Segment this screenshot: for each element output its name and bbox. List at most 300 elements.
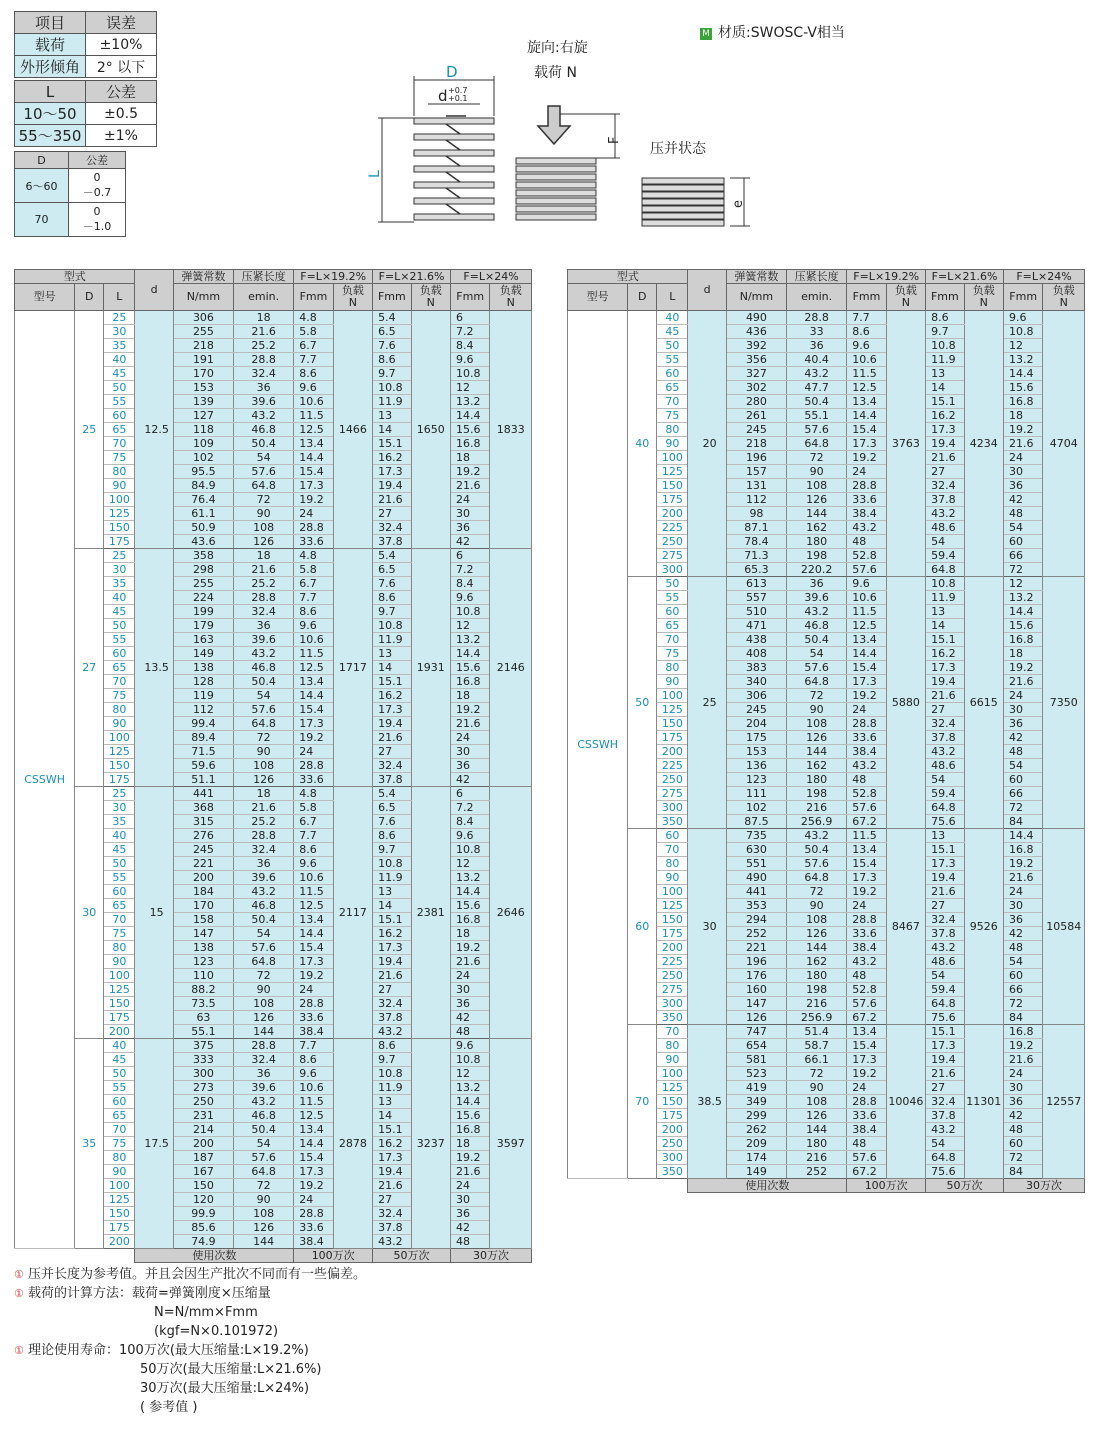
- cell-rate: 98: [726, 507, 786, 521]
- cell-solid: 162: [787, 759, 847, 773]
- cell-fmm-3: 84: [1003, 1011, 1042, 1025]
- cell-fmm-3: 21.6: [450, 479, 489, 493]
- cell-fmm-2: 17.3: [926, 661, 964, 675]
- note-3-ref: ( 参考值 ): [140, 1400, 198, 1415]
- cell-load-3: 1833: [490, 311, 532, 549]
- cell-load-2: 1650: [411, 311, 450, 549]
- cell-fmm-2: 43.2: [926, 745, 964, 759]
- cell-fmm-3: 16.8: [1003, 843, 1042, 857]
- cell-solid: 43.2: [787, 605, 847, 619]
- cell-solid: 162: [787, 955, 847, 969]
- cell-rate: 89.4: [173, 731, 233, 745]
- tol-item: 55～350: [15, 125, 86, 147]
- cell-fmm-1: 8.6: [847, 325, 886, 339]
- cell-fmm-1: 33.6: [847, 731, 886, 745]
- cell-fmm-3: 30: [1003, 465, 1042, 479]
- cell-rate: 136: [726, 759, 786, 773]
- cell-solid: 47.7: [787, 381, 847, 395]
- th-fmm: Fmm: [847, 284, 886, 311]
- cell-fmm-2: 21.6: [373, 1179, 411, 1193]
- cell-fmm-3: 12: [450, 381, 489, 395]
- cell-L: 175: [657, 731, 688, 745]
- cell-solid: 18: [234, 311, 294, 325]
- cell-fmm-2: 37.8: [373, 773, 411, 787]
- cell-fmm-1: 10.6: [294, 871, 333, 885]
- cell-solid: 90: [787, 703, 847, 717]
- cell-rate: 174: [726, 1151, 786, 1165]
- cell-fmm-1: 33.6: [294, 1221, 333, 1235]
- cell-D: 70: [628, 1025, 657, 1179]
- cell-fmm-1: 15.4: [294, 1151, 333, 1165]
- cell-L: 65: [104, 423, 135, 437]
- cell-rate: 245: [173, 843, 233, 857]
- cell-fmm-2: 6.5: [373, 325, 411, 339]
- cell-rate: 383: [726, 661, 786, 675]
- cell-solid: 28.8: [234, 829, 294, 843]
- cell-L: 90: [657, 871, 688, 885]
- cell-fmm-3: 60: [1003, 535, 1042, 549]
- cell-fmm-2: 11.9: [373, 395, 411, 409]
- cell-rate: 245: [726, 703, 786, 717]
- cell-solid: 40.4: [787, 353, 847, 367]
- cell-L: 70: [104, 913, 135, 927]
- cell-fmm-2: 54: [926, 773, 964, 787]
- cell-fmm-2: 11.9: [926, 591, 964, 605]
- cell-fmm-1: 12.5: [294, 1109, 333, 1123]
- cell-fmm-1: 9.6: [294, 619, 333, 633]
- cell-fmm-1: 24: [847, 703, 886, 717]
- cell-fmm-2: 14: [373, 661, 411, 675]
- cell-L: 200: [657, 1123, 688, 1137]
- cell-fmm-3: 14.4: [450, 647, 489, 661]
- cell-fmm-3: 24: [450, 1179, 489, 1193]
- cell-rate: 315: [173, 815, 233, 829]
- cell-fmm-2: 21.6: [926, 451, 964, 465]
- cell-fmm-1: 19.2: [847, 689, 886, 703]
- cell-L: 90: [657, 675, 688, 689]
- cell-fmm-3: 42: [1003, 1109, 1042, 1123]
- cell-solid: 144: [787, 507, 847, 521]
- cell-solid: 144: [787, 1123, 847, 1137]
- cell-L: 50: [104, 381, 135, 395]
- cell-L: 100: [657, 451, 688, 465]
- cell-L: 75: [104, 689, 135, 703]
- cell-rate: 340: [726, 675, 786, 689]
- cell-fmm-3: 66: [1003, 549, 1042, 563]
- cell-fmm-2: 17.3: [373, 703, 411, 717]
- cell-wire-d: 20: [688, 311, 726, 577]
- cell-fmm-1: 19.2: [294, 493, 333, 507]
- cell-rate: 299: [726, 1109, 786, 1123]
- cell-fmm-2: 43.2: [926, 1123, 964, 1137]
- cell-solid: 108: [234, 521, 294, 535]
- cell-L: 175: [104, 1221, 135, 1235]
- cell-rate: 490: [726, 871, 786, 885]
- cell-L: 125: [657, 899, 688, 913]
- cell-fmm-2: 16.2: [373, 927, 411, 941]
- cell-rate: 368: [173, 801, 233, 815]
- cell-fmm-3: 14.4: [450, 1095, 489, 1109]
- cell-solid: 57.6: [234, 703, 294, 717]
- cell-fmm-3: 12: [450, 857, 489, 871]
- th-f2: F=L×21.6%: [373, 270, 451, 284]
- cell-fmm-3: 21.6: [1003, 437, 1042, 451]
- cell-solid: 43.2: [787, 367, 847, 381]
- cell-L: 30: [104, 801, 135, 815]
- cell-rate: 87.5: [726, 815, 786, 829]
- cell-rate: 408: [726, 647, 786, 661]
- cell-fmm-3: 8.4: [450, 577, 489, 591]
- cell-fmm-1: 14.4: [847, 409, 886, 423]
- cell-solid: 162: [787, 521, 847, 535]
- cell-L: 55: [657, 591, 688, 605]
- cell-L: 300: [657, 1151, 688, 1165]
- footer-30: 30万次: [450, 1249, 531, 1263]
- cell-fmm-3: 21.6: [1003, 675, 1042, 689]
- cell-wire-d: 17.5: [135, 1039, 173, 1249]
- cell-fmm-3: 24: [1003, 1067, 1042, 1081]
- cell-solid: 33: [787, 325, 847, 339]
- cell-fmm-3: 24: [1003, 885, 1042, 899]
- cell-rate: 551: [726, 857, 786, 871]
- cell-rate: 196: [726, 955, 786, 969]
- cell-fmm-1: 10.6: [847, 591, 886, 605]
- cell-fmm-3: 16.8: [1003, 633, 1042, 647]
- cell-fmm-1: 52.8: [847, 787, 886, 801]
- cell-fmm-3: 36: [450, 997, 489, 1011]
- cell-fmm-1: 67.2: [847, 1011, 886, 1025]
- cell-solid: 66.1: [787, 1053, 847, 1067]
- cell-fmm-2: 27: [926, 1081, 964, 1095]
- cell-fmm-1: 28.8: [294, 997, 333, 1011]
- cell-fmm-2: 7.6: [373, 815, 411, 829]
- cell-solid: 50.4: [234, 1123, 294, 1137]
- cell-solid: 90: [234, 983, 294, 997]
- cell-rate: 261: [726, 409, 786, 423]
- cell-fmm-1: 13.4: [847, 843, 886, 857]
- cell-rate: 510: [726, 605, 786, 619]
- cell-fmm-1: 57.6: [847, 1151, 886, 1165]
- cell-solid: 72: [787, 1067, 847, 1081]
- cell-solid: 126: [787, 1109, 847, 1123]
- cell-fmm-2: 13: [926, 829, 964, 843]
- cell-fmm-1: 15.4: [294, 703, 333, 717]
- cell-fmm-1: 24: [847, 1081, 886, 1095]
- cell-solid: 216: [787, 1151, 847, 1165]
- cell-fmm-1: 52.8: [847, 983, 886, 997]
- cell-L: 90: [104, 717, 135, 731]
- cell-fmm-3: 21.6: [1003, 1053, 1042, 1067]
- cell-fmm-2: 9.7: [373, 367, 411, 381]
- cell-fmm-2: 43.2: [373, 1025, 411, 1039]
- cell-fmm-3: 15.6: [450, 1109, 489, 1123]
- cell-rate: 153: [726, 745, 786, 759]
- cell-L: 80: [657, 1039, 688, 1053]
- cell-L: 60: [657, 367, 688, 381]
- cell-fmm-3: 16.8: [1003, 395, 1042, 409]
- cell-fmm-1: 28.8: [847, 913, 886, 927]
- cell-solid: 21.6: [234, 563, 294, 577]
- cell-rate: 200: [173, 1137, 233, 1151]
- cell-solid: 72: [787, 689, 847, 703]
- cell-solid: 54: [787, 647, 847, 661]
- cell-solid: 64.8: [234, 955, 294, 969]
- cell-L: 125: [657, 703, 688, 717]
- cell-fmm-1: 38.4: [294, 1235, 333, 1249]
- tol-header: 公差: [69, 152, 126, 169]
- model-name: CSSWH: [15, 311, 75, 1249]
- cell-fmm-3: 21.6: [1003, 871, 1042, 885]
- cell-fmm-1: 17.3: [294, 479, 333, 493]
- cell-fmm-1: 11.5: [294, 647, 333, 661]
- cell-solid: 21.6: [234, 801, 294, 815]
- cell-load-3: 7350: [1043, 577, 1085, 829]
- cell-fmm-2: 32.4: [373, 521, 411, 535]
- cell-load-2: 4234: [964, 311, 1003, 577]
- cell-rate: 204: [726, 717, 786, 731]
- th-f2: F=L×21.6%: [926, 270, 1004, 284]
- cell-solid: 36: [234, 381, 294, 395]
- cell-fmm-2: 37.8: [926, 927, 964, 941]
- cell-solid: 39.6: [234, 871, 294, 885]
- cell-L: 250: [657, 1137, 688, 1151]
- cell-solid: 126: [234, 1221, 294, 1235]
- cell-L: 225: [657, 521, 688, 535]
- cell-L: 200: [657, 745, 688, 759]
- cell-fmm-3: 10.8: [450, 1053, 489, 1067]
- cell-fmm-3: 16.8: [450, 913, 489, 927]
- cell-solid: 216: [787, 801, 847, 815]
- cell-solid: 64.8: [234, 717, 294, 731]
- cell-rate: 111: [726, 787, 786, 801]
- cell-rate: 55.1: [173, 1025, 233, 1039]
- th-fmm: Fmm: [1003, 284, 1042, 311]
- cell-L: 100: [657, 1067, 688, 1081]
- cell-fmm-1: 48: [847, 773, 886, 787]
- cell-rate: 147: [173, 927, 233, 941]
- cell-fmm-3: 42: [450, 1011, 489, 1025]
- cell-rate: 221: [173, 857, 233, 871]
- cell-solid: 108: [234, 1207, 294, 1221]
- cell-solid: 126: [787, 927, 847, 941]
- cell-rate: 441: [173, 787, 233, 801]
- cell-solid: 28.8: [234, 353, 294, 367]
- cell-fmm-1: 48: [847, 969, 886, 983]
- spec-row: [568, 577, 1085, 591]
- cell-fmm-3: 30: [450, 745, 489, 759]
- cell-fmm-2: 17.3: [373, 465, 411, 479]
- th-solid-unit: emin.: [787, 284, 847, 311]
- cell-solid: 28.8: [787, 311, 847, 325]
- cell-L: 100: [657, 689, 688, 703]
- cell-fmm-1: 28.8: [294, 521, 333, 535]
- cell-fmm-1: 13.4: [847, 395, 886, 409]
- cell-rate: 123: [726, 773, 786, 787]
- cell-fmm-1: 6.7: [294, 815, 333, 829]
- cell-solid: 144: [234, 1025, 294, 1039]
- cell-solid: 18: [234, 787, 294, 801]
- cell-fmm-2: 19.4: [373, 955, 411, 969]
- cell-solid: 64.8: [787, 871, 847, 885]
- cell-fmm-2: 54: [926, 969, 964, 983]
- cell-fmm-1: 38.4: [847, 507, 886, 521]
- cell-fmm-3: 66: [1003, 787, 1042, 801]
- cell-rate: 71.3: [726, 549, 786, 563]
- cell-fmm-1: 14.4: [294, 451, 333, 465]
- cell-L: 125: [104, 745, 135, 759]
- cell-fmm-2: 27: [373, 983, 411, 997]
- spec-row: [15, 311, 532, 325]
- cell-fmm-1: 9.6: [294, 381, 333, 395]
- cell-L: 45: [657, 325, 688, 339]
- cell-fmm-2: 15.1: [926, 1025, 964, 1039]
- cell-fmm-2: 10.8: [373, 619, 411, 633]
- cell-solid: 256.9: [787, 815, 847, 829]
- cell-L: 150: [657, 1095, 688, 1109]
- cell-fmm-1: 13.4: [294, 675, 333, 689]
- tol-value: ±1%: [86, 125, 157, 147]
- cell-fmm-2: 15.1: [926, 843, 964, 857]
- cell-fmm-2: 16.2: [373, 451, 411, 465]
- cell-L: 90: [104, 1165, 135, 1179]
- cell-L: 70: [104, 675, 135, 689]
- cell-rate: 123: [173, 955, 233, 969]
- cell-rate: 523: [726, 1067, 786, 1081]
- cell-fmm-3: 30: [1003, 1081, 1042, 1095]
- cell-solid: 36: [234, 1067, 294, 1081]
- cell-L: 60: [104, 647, 135, 661]
- cell-L: 80: [657, 661, 688, 675]
- cell-L: 175: [657, 1109, 688, 1123]
- cell-D: 30: [75, 787, 104, 1039]
- cell-L: 350: [657, 1011, 688, 1025]
- cell-fmm-2: 54: [926, 535, 964, 549]
- cell-solid: 57.6: [234, 465, 294, 479]
- cell-fmm-3: 30: [1003, 899, 1042, 913]
- cell-solid: 39.6: [787, 591, 847, 605]
- cell-fmm-3: 54: [1003, 759, 1042, 773]
- cell-fmm-2: 37.8: [926, 493, 964, 507]
- cell-fmm-1: 33.6: [847, 493, 886, 507]
- cell-fmm-2: 37.8: [926, 731, 964, 745]
- cell-solid: 25.2: [234, 339, 294, 353]
- cell-L: 150: [104, 1207, 135, 1221]
- cell-rate: 139: [173, 395, 233, 409]
- cell-L: 350: [657, 1165, 688, 1179]
- cell-fmm-1: 33.6: [294, 1011, 333, 1025]
- th-load: 负载 N: [964, 284, 1003, 311]
- cell-L: 250: [657, 535, 688, 549]
- cell-solid: 39.6: [234, 1081, 294, 1095]
- cell-rate: 160: [726, 983, 786, 997]
- cell-rate: 102: [173, 451, 233, 465]
- cell-fmm-2: 13: [926, 367, 964, 381]
- th-load: 负载 N: [886, 284, 925, 311]
- cell-fmm-3: 12: [450, 1067, 489, 1081]
- cell-fmm-1: 5.8: [294, 801, 333, 815]
- cell-fmm-1: 43.2: [847, 955, 886, 969]
- cell-L: 150: [657, 913, 688, 927]
- cell-fmm-1: 15.4: [294, 941, 333, 955]
- cell-fmm-3: 48: [450, 1025, 489, 1039]
- cell-fmm-2: 9.7: [926, 325, 964, 339]
- th-type: 型式: [15, 270, 135, 284]
- cell-solid: 43.2: [234, 647, 294, 661]
- cell-fmm-2: 64.8: [926, 801, 964, 815]
- cell-fmm-2: 16.2: [373, 1137, 411, 1151]
- cell-L: 125: [657, 465, 688, 479]
- cell-solid: 32.4: [234, 367, 294, 381]
- cell-fmm-3: 36: [450, 1207, 489, 1221]
- drawing-label-d-tol-lower: +0.1: [448, 94, 468, 103]
- cell-solid: 54: [234, 451, 294, 465]
- cell-rate: 375: [173, 1039, 233, 1053]
- cell-fmm-1: 15.4: [847, 1039, 886, 1053]
- cell-fmm-3: 13.2: [450, 1081, 489, 1095]
- cell-fmm-2: 11.9: [373, 633, 411, 647]
- cell-solid: 252: [787, 1165, 847, 1179]
- cell-fmm-3: 7.2: [450, 325, 489, 339]
- cell-fmm-3: 30: [1003, 703, 1042, 717]
- cell-rate: 252: [726, 927, 786, 941]
- cell-rate: 78.4: [726, 535, 786, 549]
- cell-L: 80: [104, 703, 135, 717]
- cell-rate: 65.3: [726, 563, 786, 577]
- cell-fmm-2: 21.6: [926, 1067, 964, 1081]
- cell-fmm-1: 48: [847, 535, 886, 549]
- cell-fmm-1: 28.8: [294, 1207, 333, 1221]
- th-f3: F=L×24%: [450, 270, 531, 284]
- cell-rate: 170: [173, 367, 233, 381]
- model-name: CSSWH: [568, 311, 628, 1179]
- cell-load-1: 2878: [333, 1039, 372, 1249]
- cell-fmm-2: 13: [926, 605, 964, 619]
- cell-fmm-1: 9.6: [847, 339, 886, 353]
- cell-solid: 36: [787, 339, 847, 353]
- tol-item: 70: [15, 203, 69, 237]
- cell-fmm-1: 13.4: [294, 1123, 333, 1137]
- cell-solid: 57.6: [787, 423, 847, 437]
- cell-load-2: 1931: [411, 549, 450, 787]
- cell-fmm-1: 11.5: [294, 1095, 333, 1109]
- cell-L: 30: [104, 325, 135, 339]
- cell-rate: 118: [173, 423, 233, 437]
- cell-fmm-2: 16.2: [926, 409, 964, 423]
- cell-fmm-3: 18: [1003, 647, 1042, 661]
- cell-fmm-1: 11.5: [847, 829, 886, 843]
- cell-fmm-2: 27: [373, 507, 411, 521]
- cell-solid: 72: [234, 1179, 294, 1193]
- rotation-direction-label: 旋向:右旋: [527, 40, 588, 56]
- cell-fmm-2: 48.6: [926, 759, 964, 773]
- cell-fmm-1: 12.5: [294, 661, 333, 675]
- drawing-label-d-tol-upper: +0.7: [448, 86, 468, 95]
- cell-rate: 87.1: [726, 521, 786, 535]
- cell-solid: 72: [787, 451, 847, 465]
- cell-fmm-3: 13.2: [1003, 591, 1042, 605]
- cell-fmm-2: 27: [373, 1193, 411, 1207]
- th-rate: 弹簧常数: [173, 270, 233, 284]
- cell-L: 275: [657, 787, 688, 801]
- cell-fmm-2: 8.6: [373, 353, 411, 367]
- spec-row: [15, 549, 532, 563]
- cell-rate: 298: [173, 563, 233, 577]
- cell-fmm-2: 32.4: [373, 759, 411, 773]
- cell-fmm-1: 8.6: [294, 367, 333, 381]
- cell-fmm-2: 15.1: [373, 1123, 411, 1137]
- cell-L: 150: [104, 759, 135, 773]
- cell-load-3: 2146: [490, 549, 532, 787]
